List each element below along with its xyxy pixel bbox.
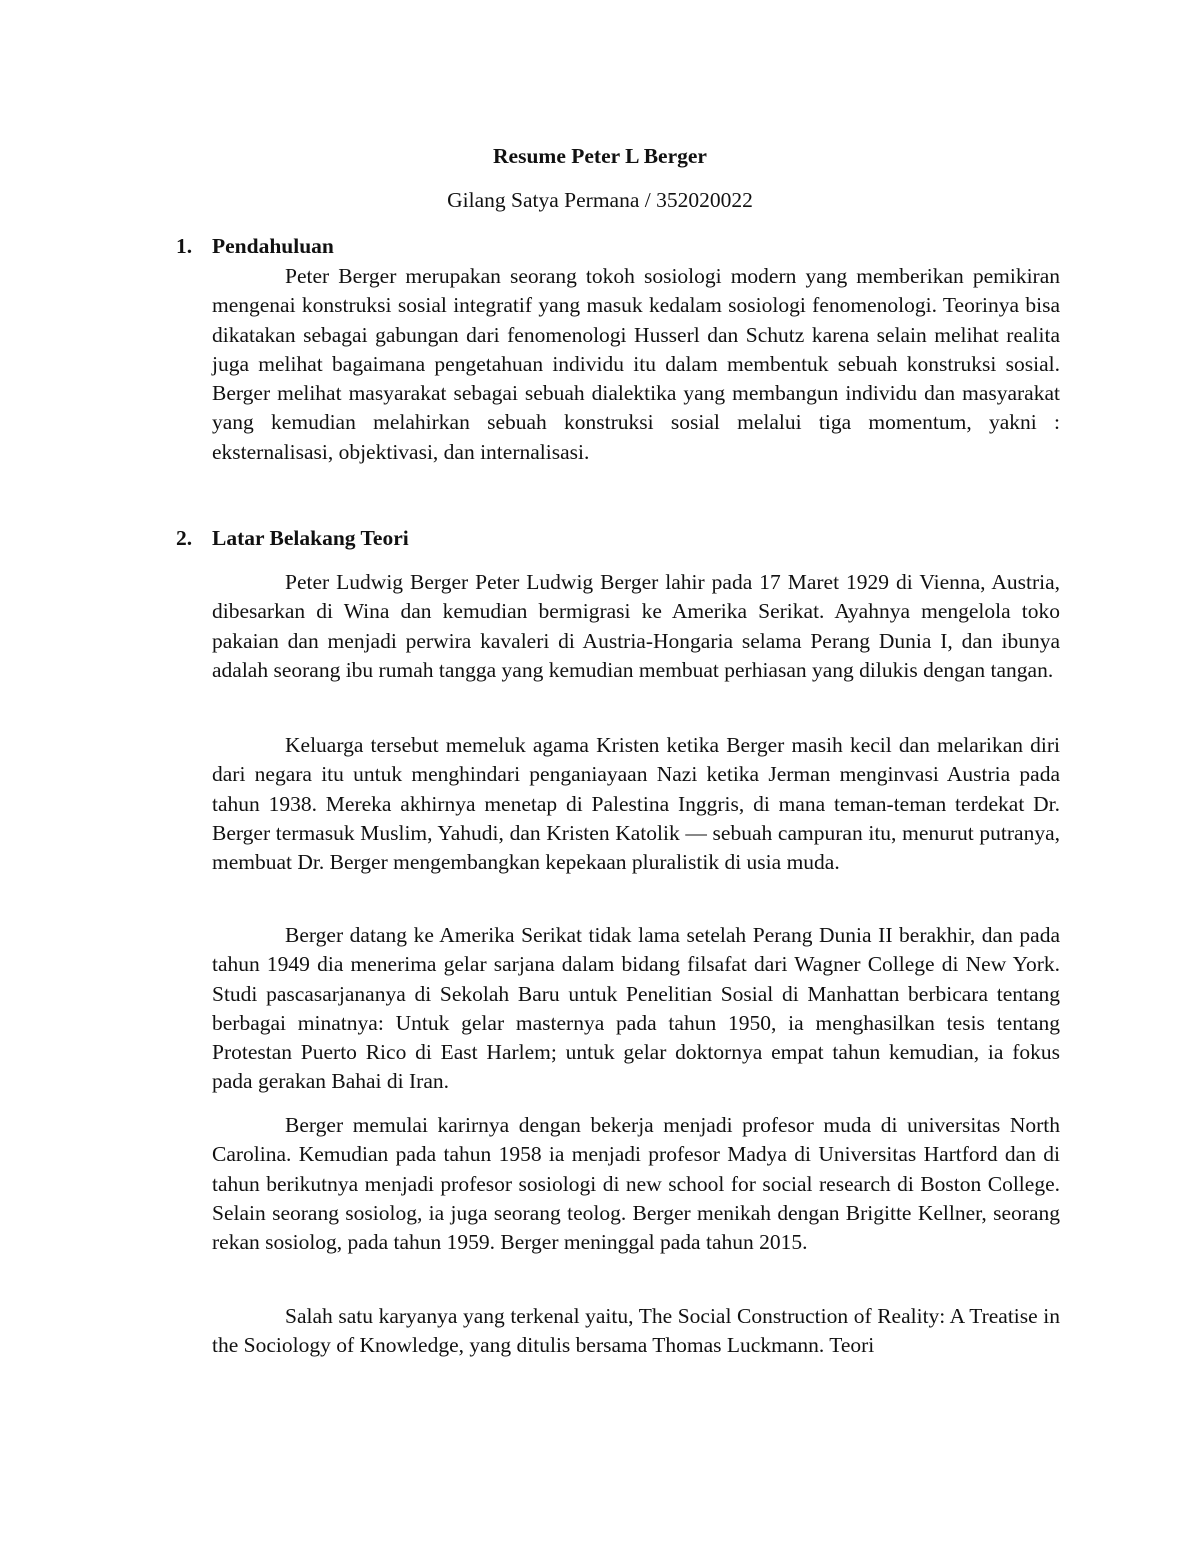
section-title: Latar Belakang Teori bbox=[212, 526, 409, 550]
author-line: Gilang Satya Permana / 352020022 bbox=[447, 188, 753, 212]
section-number: 1. bbox=[176, 234, 193, 258]
paragraph: Salah satu karyanya yang terkenal yaitu, The Social Construction of Reality: A Treatise in the Sociology of Knowledge, yang ditulis bersama Thomas Luckmann. Teori bbox=[212, 1304, 1060, 1358]
paragraph: Keluarga tersebut memeluk agama Kristen ketika Berger masih kecil dan melarikan diri dari negara itu untuk menghindari penganiayaan Nazi ketika Jerman menginvasi Austria pada tahun 1938. Mereka akhirnya menetap di Palestina Inggris, di mana teman-teman terdekat Dr. Berger termasuk Muslim, Yahudi, dan Kristen Katolik — sebuah campuran itu, menurut putranya, membuat Dr. Berger mengembangkan kepekaan pluralistik di usia muda. bbox=[212, 733, 1060, 875]
paragraph: Berger memulai karirnya dengan bekerja menjadi profesor muda di universitas North Carolina. Kemudian pada tahun 1958 ia menjadi profesor Madya di Universitas Hartford dan di tahun berikutnya menjadi profesor sosiologi di new school for social research di Boston College. Selain seorang sosiolog, ia juga seorang teolog. Berger menikah dengan Brigitte Kellner, seorang rekan sosiolog, pada tahun 1959. Berger meninggal pada tahun 2015. bbox=[212, 1113, 1060, 1255]
document-title: Resume Peter L Berger bbox=[493, 144, 707, 168]
section-title: Pendahuluan bbox=[212, 234, 334, 258]
paragraph: Peter Berger merupakan seorang tokoh sosiologi modern yang memberikan pemikiran mengenai konstruksi sosial integratif yang masuk kedalam sosiologi fenomenologi. Teorinya bisa dikatakan sebagai gabungan dari fenomenologi Husserl dan Schutz karena selain melihat realita juga melihat bagaimana pengetahuan individu itu dalam membentuk sebuah konstruksi sosial. Berger melihat masyarakat sebagai sebuah dialektika yang membangun individu dan masyarakat yang kemudian melahirkan sebuah konstruksi sosial melalui tiga momentum, yakni : eksternalisasi, objektivasi, dan internalisasi. bbox=[212, 264, 1060, 464]
section-heading-latar-belakang-teori bbox=[176, 524, 409, 552]
paragraph: Peter Ludwig Berger Peter Ludwig Berger lahir pada 17 Maret 1929 di Vienna, Austria, dibesarkan di Wina dan kemudian bermigrasi ke Amerika Serikat. Ayahnya mengelola toko pakaian dan menjadi perwira kavaleri di Austria-Hongaria selama Perang Dunia I, dan ibunya adalah seorang ibu rumah tangga yang kemudian membuat perhiasan yang dilukis dengan tangan. bbox=[212, 570, 1060, 682]
section-heading-pendahuluan bbox=[176, 232, 334, 260]
section-number: 2. bbox=[176, 526, 193, 550]
paragraph: Berger datang ke Amerika Serikat tidak lama setelah Perang Dunia II berakhir, dan pada tahun 1949 dia menerima gelar sarjana dalam bidang filsafat dari Wagner College di New York. Studi pascasarjananya di Sekolah Baru untuk Penelitian Sosial di Manhattan berbicara tentang berbagai minatnya: Untuk gelar masternya pada tahun 1950, ia menghasilkan tesis tentang Protestan Puerto Rico di East Harlem; untuk gelar doktornya empat tahun kemudian, ia fokus pada gerakan Bahai di Iran. bbox=[212, 923, 1060, 1094]
